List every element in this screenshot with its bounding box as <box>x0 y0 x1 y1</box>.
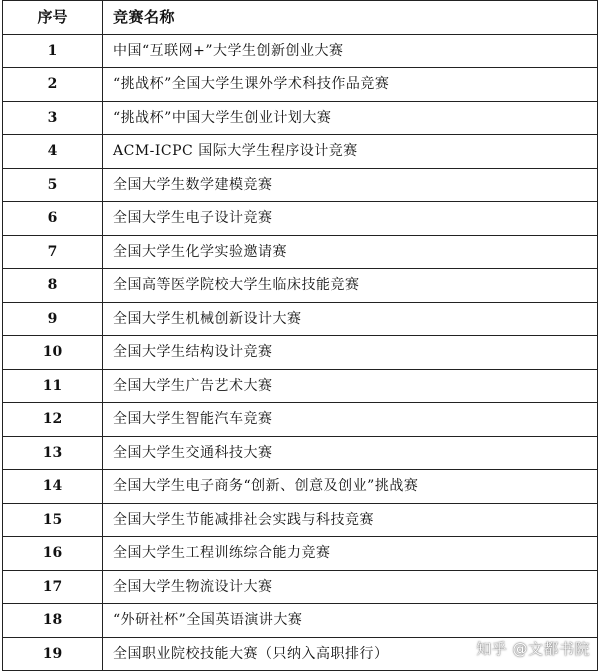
competition-name: 全国大学生机械创新设计大赛 <box>103 302 598 336</box>
row-number: 5 <box>3 168 103 202</box>
competition-name: 中国“互联网+”大学生创新创业大赛 <box>103 34 598 68</box>
table-row <box>3 604 598 638</box>
row-number: 6 <box>3 202 103 236</box>
row-number: 2 <box>3 68 103 102</box>
row-number: 16 <box>3 537 103 571</box>
table-row <box>3 302 598 336</box>
table-row <box>3 503 598 537</box>
competition-name: 全国大学生广告艺术大赛 <box>103 369 598 403</box>
competition-name: 全国大学生化学实验邀请赛 <box>103 235 598 269</box>
competition-name: “外研社杯”全国英语演讲大赛 <box>103 604 598 638</box>
row-number: 19 <box>3 637 103 671</box>
table-row <box>3 537 598 571</box>
row-number: 14 <box>3 470 103 504</box>
competition-name: 全国高等医学院校大学生临床技能竞赛 <box>103 269 598 303</box>
competition-name: 全国大学生节能减排社会实践与科技竞赛 <box>103 503 598 537</box>
table-row <box>3 470 598 504</box>
competition-name: 全国大学生电子设计竞赛 <box>103 202 598 236</box>
row-number: 12 <box>3 403 103 437</box>
table-row <box>3 34 598 68</box>
table-row <box>3 168 598 202</box>
competition-name: 全国大学生电子商务“创新、创意及创业”挑战赛 <box>103 470 598 504</box>
competition-name: 全国大学生物流设计大赛 <box>103 570 598 604</box>
row-number: 3 <box>3 101 103 135</box>
zhihu-watermark: 知乎 @文都书院 <box>476 640 590 658</box>
competition-name: 全国大学生结构设计竞赛 <box>103 336 598 370</box>
table-header-row <box>3 1 598 35</box>
competition-name: 全国大学生智能汽车竞赛 <box>103 403 598 437</box>
row-number: 4 <box>3 135 103 169</box>
competition-name: 全国大学生交通科技大赛 <box>103 436 598 470</box>
table-row <box>3 101 598 135</box>
table-row <box>3 369 598 403</box>
competition-table <box>2 0 598 671</box>
table-row <box>3 436 598 470</box>
row-number: 7 <box>3 235 103 269</box>
competition-name: 全国大学生工程训练综合能力竞赛 <box>103 537 598 571</box>
competition-name: “挑战杯”全国大学生课外学术科技作品竞赛 <box>103 68 598 102</box>
table-row <box>3 135 598 169</box>
competition-name: “挑战杯”中国大学生创业计划大赛 <box>103 101 598 135</box>
header-name: 竞赛名称 <box>103 1 598 35</box>
table-row <box>3 68 598 102</box>
competition-name: ACM-ICPC 国际大学生程序设计竞赛 <box>103 135 598 169</box>
table-row <box>3 202 598 236</box>
row-number: 13 <box>3 436 103 470</box>
competition-name: 全国职业院校技能大赛（只纳入高职排行） <box>103 637 598 671</box>
table-row <box>3 269 598 303</box>
row-number: 8 <box>3 269 103 303</box>
row-number: 15 <box>3 503 103 537</box>
row-number: 11 <box>3 369 103 403</box>
row-number: 10 <box>3 336 103 370</box>
table-row <box>3 570 598 604</box>
table-row <box>3 235 598 269</box>
table-row <box>3 336 598 370</box>
row-number: 9 <box>3 302 103 336</box>
table-row <box>3 403 598 437</box>
row-number: 1 <box>3 34 103 68</box>
competition-name: 全国大学生数学建模竞赛 <box>103 168 598 202</box>
row-number: 18 <box>3 604 103 638</box>
header-number: 序号 <box>3 1 103 35</box>
row-number: 17 <box>3 570 103 604</box>
